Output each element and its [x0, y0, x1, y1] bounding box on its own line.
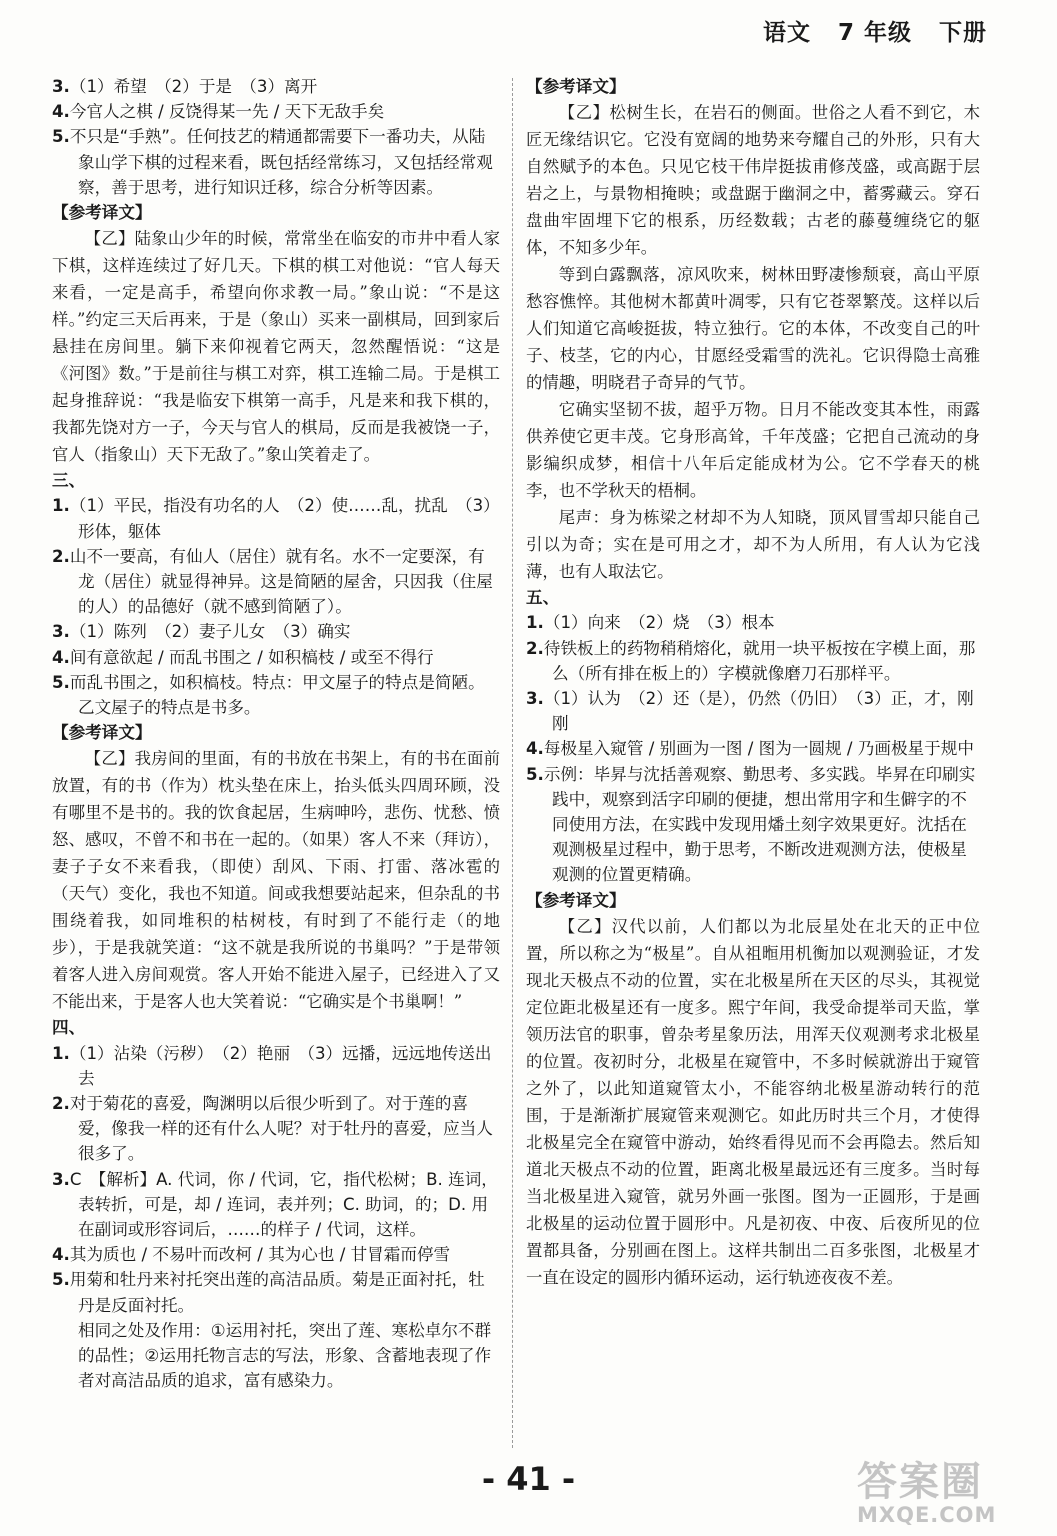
item-number: 5.	[52, 1270, 70, 1290]
item-text: 对于菊花的喜爱，陶渊明以后很少听到了。对于莲的喜爱，像我一样的还有什么人呢？对于牡丹的喜爱，应当人很多了。	[69, 1094, 493, 1164]
item-text: （1）向来 （2）烧 （3）根本	[543, 613, 775, 633]
answer-item	[52, 493, 500, 543]
item-text: 示例：毕昇与沈括善观察、勤思考、多实践。毕昇在印刷实践中，观察到活字印刷的便捷，想出常用字和生僻字的不同使用方法，在实践中发现用燔土刻字效果更好。沈括在观测极星过程中，勤于思考，不断改进观测方法，使极星观测的位置更精确。	[543, 764, 976, 885]
translation-paragraph: 【乙】汉代以前，人们都以为北辰星处在北天的正中位置，所以称之为“极星”。自从祖暅用机衡加以观测验证，才发现北天极点不动的位置，实在北极星所在天区的尽头，其视觉定位距北极星还有一度多。熙宁年间，我受命提举司天监，掌领历法官的职事，曾杂考星象历法，用浑天仪观测考求北极星的位置。夜初时分，北极星在窥管中，不多时候就游出于窥管之外了，以此知道窥管太小，不能容纳北极星游动转行的范围，于是渐渐扩展窥管来观测它。如此历时共三个月，才使得北极星完全在窥管中游动，始终看得见而不会再隐去。然后知道北天极点不动的位置，距离北极星最远还有三度多。当时每当北极星进入窥管，就另外画一张图。图为一正圆形，于是画北极星的运动位置于圆形中。凡是初夜、中夜、后夜所见的位置都具备，分别画在图上。这样共制出二百多张图，北极星才一直在设定的圆形内循环运动，运行轨迹夜夜不差。	[526, 916, 980, 1287]
item-text: （1）陈列 （2）妻子儿女 （3）确实	[69, 622, 351, 642]
item-text: 而乱书围之，如积槁枝。特点：甲文屋子的特点是简陋。乙文屋子的特点是书多。	[69, 672, 485, 718]
translation-paragraph: 【乙】陆象山少年的时候，常常坐在临安的市井中看人家下棋，这样连续过了好几天。下棋的棋工对他说：“官人每天来看，一定是高手，希望向你求教一局。”象山说：“不是这样。”约定三天后再来，于是（象山）买来一副棋局，回到家后悬挂在房间里。躺下来仰视着它两天，忽然醒悟说：“这是《河图》数。”于是前往与棋工对弈，棋工连输二局。于是棋工起身推辞说：“我是临安下棋第一高手，凡是来和我下棋的，我都先饶对方一子，今天与官人的棋局，反而是我被饶一子，官人（指象山）天下无敌了。”象山笑着走了。	[52, 229, 500, 465]
item-number: 3.	[52, 1169, 70, 1189]
section-heading: 四、	[52, 1018, 86, 1038]
answer-item	[526, 762, 980, 888]
reference-translation-title: 【参考译文】	[526, 890, 626, 910]
subject-label: 语文	[762, 20, 811, 46]
answer-item	[526, 610, 980, 635]
item-text: 间有意欲起 / 而乱书围之 / 如积槁枝 / 或至不得行	[69, 647, 434, 667]
answer-item	[52, 99, 500, 124]
item-number: 3.	[52, 622, 70, 642]
item-continuation: 相同之处及作用：①运用衬托，突出了莲、寒松卓尔不群的品性；②运用托物言志的写法，形象、含蓄地表现了作者对高洁品质的追求，富有感染力。	[78, 1320, 492, 1391]
item-text: 今官人之棋 / 反饶得某一先 / 天下无敌手矣	[69, 102, 385, 122]
item-text: 每极星入窥管 / 别画为一图 / 图为一圆规 / 乃画极星于规中	[543, 739, 974, 759]
translation-paragraph: 等到白露飘落，凉风吹来，树林田野凄惨颓衰，高山平原愁容憔悴。其他树木都黄叶凋零，只有它苍翠繁茂。这样以后人们知道它高峻挺拔，特立独行。它的本体，不改变自己的叶子、枝茎，它的内心，甘愿经受霜雪的洗礼。它识得隐士高雅的情趣，明晓君子奇异的气节。	[526, 265, 980, 393]
answer-item	[52, 670, 500, 720]
item-number: 4.	[52, 102, 70, 122]
volume-label: 下册	[939, 20, 987, 46]
item-text: （1）沾染（污秽） （2）艳丽 （3）远播，远远地传送出去	[69, 1043, 492, 1088]
answer-item	[52, 619, 500, 644]
right-column	[526, 74, 980, 1291]
answer-item	[526, 736, 980, 761]
answer-item	[52, 1091, 500, 1167]
item-text: （1）认为 （2）还（是），仍然（仍旧） （3）正，才，刚刚	[543, 689, 974, 734]
item-number: 3.	[52, 77, 70, 96]
reference-translation-title: 【参考译文】	[526, 77, 626, 96]
answer-item	[52, 645, 500, 670]
item-text: （1）平民，指没有功名的人 （2）使……乱，扰乱 （3）形体，躯体	[69, 496, 500, 541]
answer-item	[52, 124, 500, 200]
answer-item	[52, 544, 500, 620]
item-number: 2.	[52, 1094, 70, 1114]
item-number: 1.	[526, 613, 544, 633]
item-number: 5.	[526, 764, 544, 784]
item-number: 2.	[52, 546, 70, 566]
answer-item	[52, 1041, 500, 1091]
answer-item	[52, 1267, 500, 1317]
answer-item	[526, 686, 980, 736]
watermark-url: MXQE.COM	[857, 1503, 997, 1527]
item-text: 山不一要高，有仙人（居住）就有名。水不一定要深，有龙（居住）就显得神异。这是简陋的屋舍，只因我（住屋的人）的品德好（就不感到简陋了）。	[69, 546, 493, 617]
page-header	[745, 14, 987, 47]
grade-label: 7 年级	[837, 20, 912, 46]
answer-item	[52, 1242, 500, 1267]
page-number: - 41 -	[481, 1460, 576, 1498]
item-number: 2.	[526, 638, 544, 658]
item-number: 5.	[52, 672, 70, 692]
translation-paragraph: 【乙】松树生长，在岩石的侧面。世俗之人看不到它，木匠无缘结识它。它没有宽阔的地势来夸耀自己的外形，只有大自然赋予的本色。只见它枝干伟岸挺拔甫修茂盛，或高踞于层岩之上，与景物相掩映；或盘踞于幽洞之中，蓄雾藏云。穿石盘曲牢固埋下它的根系，历经数载；古老的藤蔓缠绕它的躯体，不知多少年。	[526, 103, 980, 258]
item-text: 其为质也 / 不易叶而改柯 / 其为心也 / 甘冒霜而停雪	[69, 1245, 451, 1265]
item-text: （1）希望 （2）于是 （3）离开	[69, 77, 318, 96]
item-number: 5.	[52, 127, 70, 147]
translation-paragraph: 尾声：身为栋梁之材却不为人知晓，顶风冒雪却只能自己引以为奇；实在是可用之才，却不为人所用，有人认为它浅薄，也有人取法它。	[526, 508, 980, 582]
watermark-text: 答案圈	[857, 1459, 983, 1505]
item-number: 1.	[52, 1043, 70, 1063]
item-number: 4.	[52, 1245, 70, 1265]
answer-item	[52, 74, 500, 99]
column-divider	[512, 78, 513, 1448]
item-text: C 【解析】A. 代词，你 / 代词，它，指代松树；B. 连词，表转折，可是，却 / 连词，表并列；C. 助词，的；D. 用在副词或形容词后，……的样子 / 代词，这样。	[69, 1169, 498, 1240]
answer-item	[52, 1167, 500, 1243]
answer-item	[526, 636, 980, 686]
item-number: 4.	[52, 647, 70, 667]
item-text: 待铁板上的药物稍稍熔化，就用一块平板按在字模上面，那么（所有排在板上的）字模就像磨刀石那样平。	[543, 638, 976, 683]
section-heading: 五、	[526, 588, 560, 608]
left-column	[52, 74, 500, 1394]
watermark-logo	[857, 1450, 1027, 1527]
section-heading: 三、	[52, 471, 86, 491]
reference-translation-title: 【参考译文】	[52, 203, 152, 223]
item-number: 1.	[52, 496, 70, 516]
reference-translation-title: 【参考译文】	[52, 723, 152, 743]
item-text: 用菊和牡丹来衬托突出莲的高洁品质。菊是正面衬托，牡丹是反面衬托。	[69, 1270, 485, 1315]
item-number: 4.	[526, 739, 544, 759]
translation-paragraph: 【乙】我房间的里面，有的书放在书架上，有的书在面前放置，有的书（作为）枕头垫在床上，抬头低头四周环顾，没有哪里不是书的。我的饮食起居，生病呻吟，悲伤、忧愁、愤怒、感叹，不曾不和书在一起的。（如果）客人不来（拜访），妻子子女不来看我，（即使）刮风、下雨、打雷、落冰雹的（天气）变化，我也不知道。间或我想要站起来，但杂乱的书围绕着我，如同堆积的枯树枝，有时到了不能行走（的地步），于是我就笑道：“这不就是我所说的书巢吗？”于是带领着客人进入房间观赏。客人开始不能进入屋子，已经进入了又不能出来，于是客人也大笑着说：“它确实是个书巢啊！”	[52, 749, 500, 1012]
translation-paragraph: 它确实坚韧不拔，超乎万物。日月不能改变其本性，雨露供养使它更丰茂。它身形高耸，千年茂盛；它把自己流动的身影编织成梦，相信十八年后定能成材为公。它不学春天的桃李，也不学秋天的梧桐。	[526, 400, 980, 501]
item-number: 3.	[526, 689, 544, 709]
item-text: 不只是“手熟”。任何技艺的精通都需要下一番功夫，从陆象山学下棋的过程来看，既包括经常练习，又包括经常观察，善于思考，进行知识迁移，综合分析等因素。	[69, 127, 493, 197]
